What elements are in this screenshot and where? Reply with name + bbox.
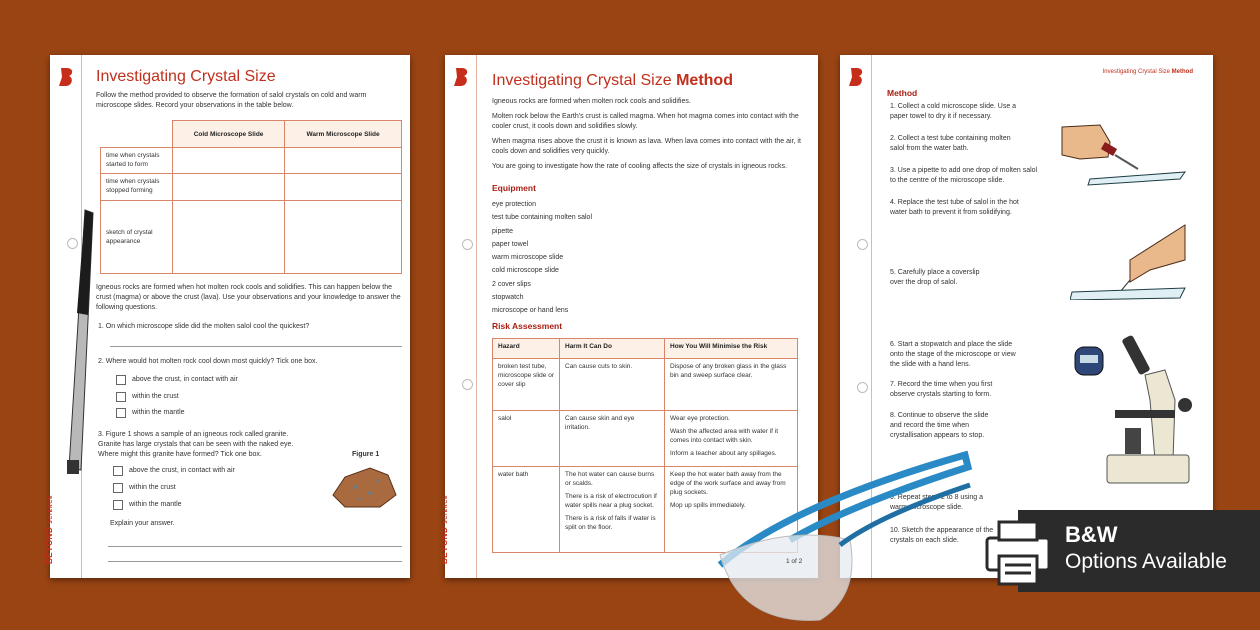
input-cell[interactable] [285, 174, 402, 201]
checkbox[interactable] [113, 500, 123, 510]
figure-label: Figure 1 [352, 451, 380, 458]
page-title: Investigating Crystal Size [96, 68, 276, 85]
checkbox[interactable] [113, 483, 123, 493]
input-cell[interactable] [173, 201, 285, 274]
microscope-illustration [1105, 330, 1195, 490]
beyond-logo-icon [453, 67, 469, 87]
method-step: 2. Collect a test tube containing molten salol from the water bath. [890, 135, 1011, 152]
checkbox[interactable] [116, 375, 126, 385]
bw-options-badge [1018, 510, 1260, 592]
page-number: 1 of 2 [786, 558, 803, 565]
row-label: sketch of crystal appearance [101, 201, 173, 274]
brand-label: BEYONDSCIENCE [45, 494, 54, 564]
option-label: above the crust, in contact with air [129, 467, 235, 474]
binder-hole [857, 239, 868, 250]
pen-illustration [55, 205, 105, 480]
column-header: Cold Microscope Slide [173, 121, 285, 148]
method-step: 6. Start a stopwatch and place the slide onto the stage of the microscope or view the slide with a hand lens. [890, 341, 1016, 368]
option-label: within the crust [132, 393, 179, 400]
method-step: 10. Sketch the appearance of the crystals on each slide. [890, 527, 994, 544]
beyond-logo-icon [848, 67, 864, 87]
intro-text: Follow the method provided to observe the formation of salol crystals on cold and warm microscope slides. Record your observations in the table below. [96, 92, 367, 109]
explain-prompt: Explain your answer. [110, 520, 175, 527]
igneous-paragraph: Igneous rocks are formed when hot molten rock cools and solidifies. This can happen below the crust (magma) or above the crust (lava). Use your observations and your knowledge to answer the following questions. [96, 284, 401, 311]
observation-table [100, 120, 402, 274]
input-cell[interactable] [285, 201, 402, 274]
binder-hole [857, 382, 868, 393]
safety-goggles-illustration [700, 445, 980, 630]
equipment-heading: Equipment [492, 183, 536, 193]
beyond-logo-icon [58, 67, 74, 87]
option-label: within the mantle [132, 409, 185, 416]
method-heading: Method [887, 88, 918, 98]
running-header: Investigating Crystal Size Method [1102, 69, 1193, 75]
question-1: 1. On which microscope slide did the molten salol cool the quickest? [98, 323, 310, 330]
checkbox[interactable] [116, 408, 126, 418]
option-label: within the crust [129, 484, 176, 491]
method-step: 7. Record the time when you first observe crystals starting to form. [890, 381, 993, 398]
checkbox[interactable] [116, 392, 126, 402]
option-label: within the mantle [129, 501, 182, 508]
answer-line[interactable] [108, 561, 402, 562]
input-cell[interactable] [173, 174, 285, 201]
option-label: above the crust, in contact with air [132, 376, 238, 383]
input-cell[interactable] [173, 148, 285, 174]
coverslip-hand-illustration [1070, 220, 1195, 300]
binder-hole [462, 239, 473, 250]
equipment-list: eye protection test tube containing molten salol pipette paper towel warm microscope slide cold microscope slide 2 cover slips stopwatch microscope or hand lens [492, 201, 593, 315]
risk-table: Hazard Harm It Can Do How You Will Minimise the Risk broken test tube, microscope slide or cover slip Can cause cuts to skin. Dispose of any broken glass in the glass bin and sweep surface clear. salol Can cause skin and eye irritation. Wear eye protection. Wash the affected area with water if it comes into contact with skin. Inform a teacher about any spillages. water bath The hot water can cause burns or scalds. There is a risk of electrocution if water spills near a plug socket. There is a risk of falls if water is spilt on the floor. Keep the hot water bath away from the edge of the work surface and away from plug sockets. Mop up spills immediately. [492, 338, 798, 553]
margin-line [476, 55, 477, 578]
checkbox[interactable] [113, 466, 123, 476]
badge-subtitle: Options Available [1065, 550, 1227, 573]
binder-hole [462, 379, 473, 390]
method-step: 8. Continue to observe the slide and record the time when crystallisation appears to stop. [890, 412, 989, 439]
badge-title: B&W [1065, 522, 1118, 547]
question-2: 2. Where would hot molten rock cool down most quickly? Tick one box. [98, 358, 318, 365]
method-step: 9. Repeat steps 2 to 8 using a warm microscope slide. [890, 494, 984, 511]
row-label: time when crystals stopped forming [101, 174, 173, 201]
method-step: 5. Carefully place a coverslip over the drop of salol. [890, 269, 980, 286]
method-step: 4. Replace the test tube of salol in the hot water bath to prevent it from solidifying. [890, 199, 1019, 216]
method-step: 1. Collect a cold microscope slide. Use a paper towel to dry it if necessary. [890, 103, 1017, 120]
pipette-hand-illustration [1060, 117, 1195, 192]
column-header: Warm Microscope Slide [285, 121, 402, 148]
granite-rock-image [330, 465, 400, 510]
row-label: time when crystals started to form [101, 148, 173, 174]
method-step: 3. Use a pipette to add one drop of molten salol to the centre of the microscope slide. [890, 167, 1038, 184]
input-cell[interactable] [285, 148, 402, 174]
question-3: 3. Figure 1 shows a sample of an igneous rock called granite. Granite has large crystals that can be seen with the naked eye. Where might this granite have formed? Tick one box. [98, 431, 294, 458]
answer-line[interactable] [110, 346, 402, 347]
stopwatch-icon [1073, 345, 1105, 377]
brand-label: BEYONDSCIENCE [440, 494, 449, 564]
page-title: Investigating Crystal Size Method [492, 72, 733, 89]
intro-paragraphs: Igneous rocks are formed when molten rock cools and solidifies. Molten rock below the Earth's crust is called magma. When hot magma comes into contact with the cooler crust, it cools down and solidifies slowly. When magma rises above the crust it is known as lava. When lava comes into contact with the air, it cools down and solidifies very quickly. You are going to investigate how the rate of cooling affects the size of crystals in igneous rocks. [492, 98, 801, 170]
printer-icon [985, 518, 1051, 586]
risk-heading: Risk Assessment [492, 321, 563, 331]
answer-line[interactable] [108, 546, 402, 547]
